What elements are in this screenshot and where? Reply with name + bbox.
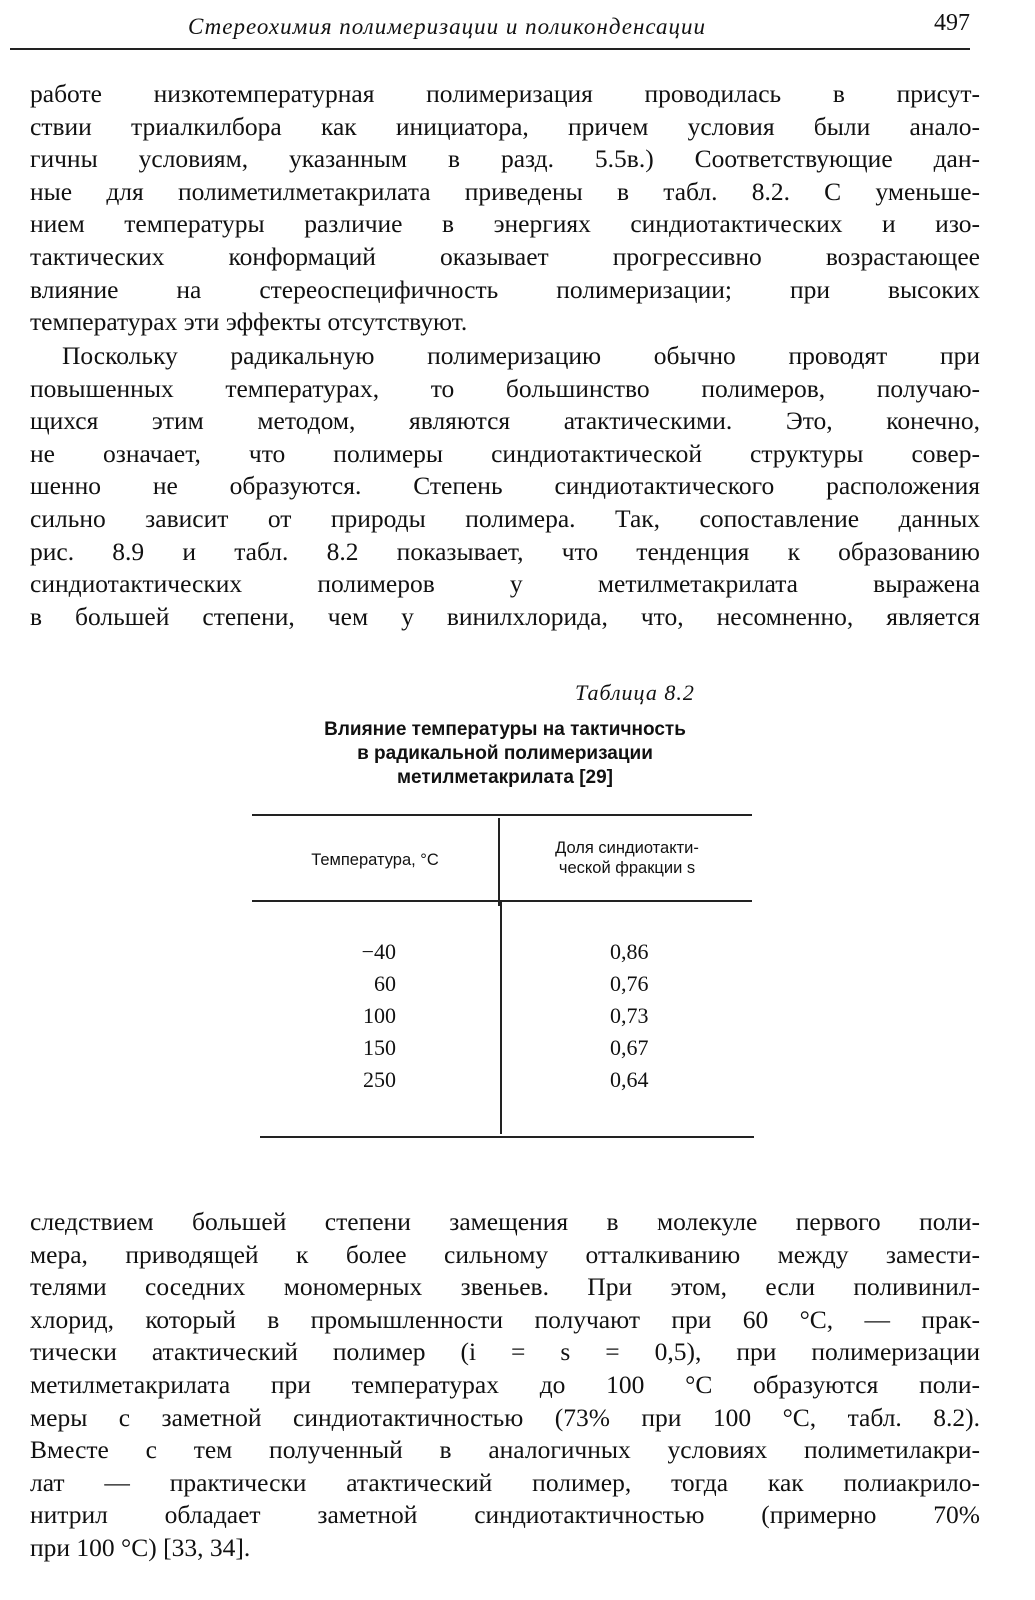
table-cell-temperature: −40 bbox=[361, 939, 396, 964]
text-line: синдиотактических полимеров у метилметакрилата выражена bbox=[30, 569, 980, 599]
paragraph-2 bbox=[30, 340, 980, 633]
column-header-fraction bbox=[502, 838, 752, 878]
text-line: рис. 8.9 и табл. 8.2 показывает, что тенденция к образованию bbox=[30, 536, 980, 566]
column-header-temperature: Температура, °С bbox=[311, 851, 439, 869]
running-head bbox=[10, 8, 970, 48]
text-line: температурах эти эффекты отсутствуют. bbox=[30, 307, 468, 337]
text-line: не означает, что полимеры синдиотактической структуры совер- bbox=[30, 438, 980, 468]
text-line: нием температуры различие в энергиях синдиотактических и изо- bbox=[30, 209, 980, 239]
text-line: повышенных температурах, то большинство полимеров, получаю- bbox=[30, 373, 980, 403]
text-line: мера, приводящей к более сильному отталкиванию между замести- bbox=[30, 1239, 980, 1269]
table-body-divider bbox=[500, 902, 502, 1134]
table-cell-temperature: 150 bbox=[363, 1035, 396, 1060]
table-cell-fraction: 0,64 bbox=[610, 1067, 649, 1092]
running-head-title: Стереохимия полимеризации и поликонденсации bbox=[188, 14, 706, 39]
text-line: влияние на стереоспецифичность полимеризации; при высоких bbox=[30, 274, 980, 304]
text-line: щихся этим методом, являются атактическими. Это, конечно, bbox=[30, 406, 980, 436]
table-cell-fraction: 0,86 bbox=[610, 939, 649, 964]
table-cell-fraction: 0,73 bbox=[610, 1003, 649, 1028]
text-line: Вместе с тем полученный в аналогичных условиях полиметилакри- bbox=[30, 1435, 980, 1465]
text-line: метилметакрилата при температурах до 100 °С образуются поли- bbox=[30, 1369, 980, 1399]
page-number: 497 bbox=[934, 10, 970, 36]
table-header-divider bbox=[498, 818, 500, 906]
table-title-line: метилметакрилата [29] bbox=[396, 767, 614, 788]
table-cell-temperature: 100 bbox=[363, 1003, 396, 1028]
text-line: при 100 °С) [33, 34]. bbox=[30, 1532, 251, 1562]
table-cell-temperature: 60 bbox=[374, 971, 396, 996]
text-line: ные для полиметилметакрилата приведены в табл. 8.2. С уменьше- bbox=[30, 176, 980, 206]
text-line: телями соседних мономерных звеньев. При этом, если поливинил- bbox=[30, 1272, 980, 1302]
column-header-line: Доля синдиотакти- bbox=[555, 839, 699, 857]
table-cell-fraction: 0,76 bbox=[610, 971, 649, 996]
header-rule bbox=[10, 48, 970, 50]
text-line: тически атактический полимер (i = s = 0,5), при полимеризации bbox=[30, 1337, 980, 1367]
table-title bbox=[235, 718, 775, 790]
table-rule-header bbox=[252, 900, 752, 902]
text-line: меры с заметной синдиотактичностью (73% при 100 °С, табл. 8.2). bbox=[30, 1402, 980, 1432]
table-title-line: в радикальной полимеризации bbox=[357, 743, 653, 764]
text-line: сильно зависит от природы полимера. Так, сопоставление данных bbox=[30, 503, 980, 533]
table-title-line: Влияние температуры на тактичность bbox=[324, 719, 686, 740]
text-line: гичны условиям, указанным в разд. 5.5в.) Соответствующие дан- bbox=[30, 144, 980, 174]
fraction-column bbox=[610, 936, 670, 1096]
table-caption: Таблица 8.2 bbox=[575, 680, 695, 705]
text-line: Поскольку радикальную полимеризацию обычно проводят при bbox=[62, 341, 980, 370]
paragraph-3 bbox=[30, 1206, 980, 1565]
text-line: хлорид, который в промышленности получают при 60 °С, — прак- bbox=[30, 1304, 980, 1334]
table-cell-fraction: 0,67 bbox=[610, 1035, 649, 1060]
table-rule-top bbox=[252, 814, 752, 816]
column-header-line: ческой фракции s bbox=[558, 859, 696, 877]
text-line: в большей степени, чем у винилхлорида, что, несомненно, является bbox=[30, 601, 980, 631]
text-line: тактических конформаций оказывает прогрессивно возрастающее bbox=[30, 241, 980, 271]
text-line: шенно не образуются. Степень синдиотактического расположения bbox=[30, 471, 980, 501]
text-line: следствием большей степени замещения в молекуле первого поли- bbox=[30, 1207, 980, 1236]
text-line: работе низкотемпературная полимеризация проводилась в присут- bbox=[30, 79, 980, 108]
temperature-column bbox=[312, 936, 396, 1096]
paragraph-1 bbox=[30, 78, 980, 339]
text-line: нитрил обладает заметной синдиотактичностью (примерно 70% bbox=[30, 1500, 980, 1530]
text-line: лат — практически атактический полимер, тогда как полиакрило- bbox=[30, 1467, 980, 1497]
data-table bbox=[252, 810, 752, 1140]
text-line: ствии триалкилбора как инициатора, причем условия были анало- bbox=[30, 111, 980, 141]
table-cell-temperature: 250 bbox=[363, 1067, 396, 1092]
table-rule-bottom bbox=[260, 1136, 754, 1138]
